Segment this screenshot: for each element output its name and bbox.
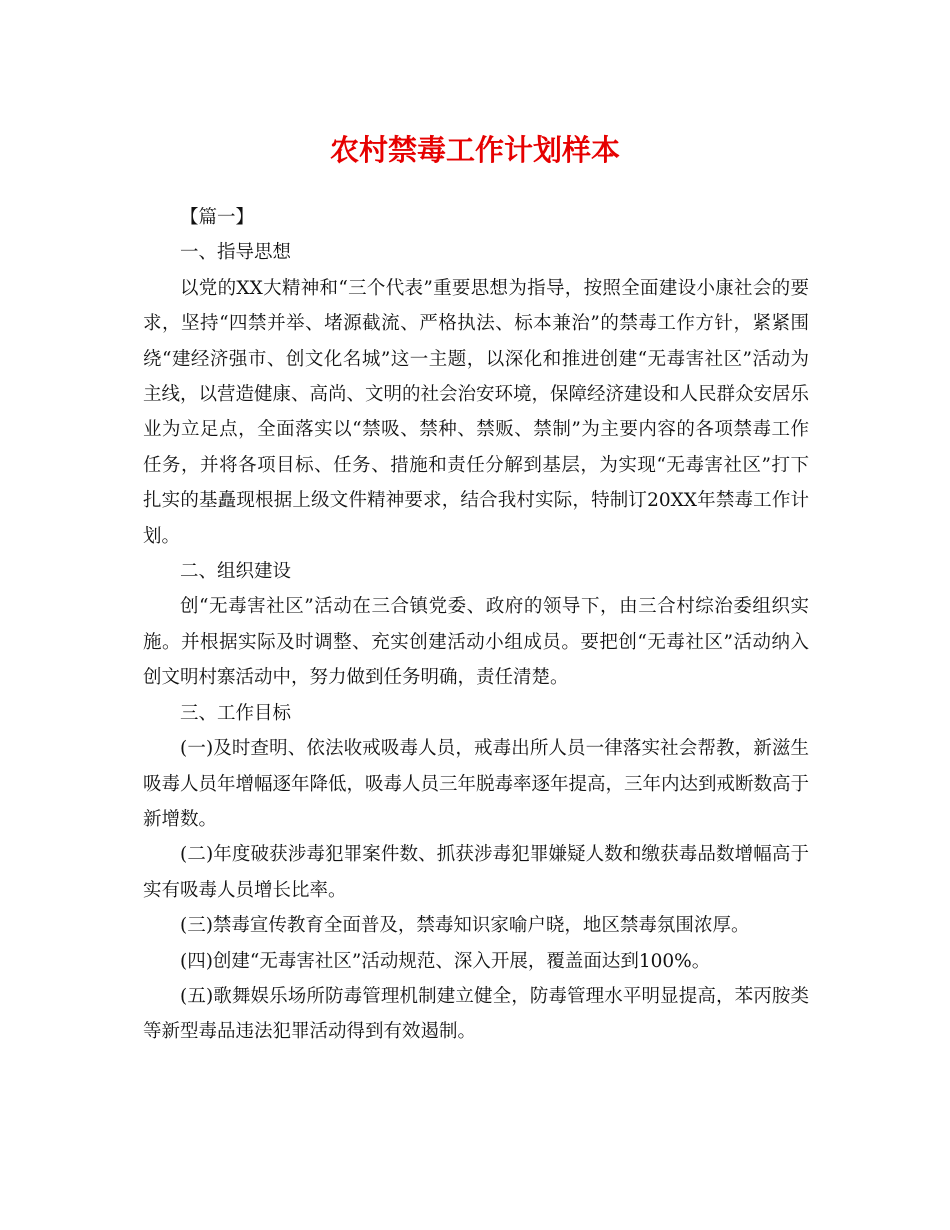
goal-item-4: (四)创建“无毒害社区”活动规范、深入开展，覆盖面达到100%。 bbox=[180, 950, 711, 972]
paragraph-guiding-ideology: 以党的XX大精神和“三个代表”重要思想为指导，按照全面建设小康社会的要求，坚持“四禁并举、堵源截流、严格执法、标本兼治”的禁毒工作方针，紧紧围绕“建经济强市、创文化名城”这一主题，以深化和推进创建“无毒害社区”活动为主线，以营造健康、高尚、文明的社会治安环境，保障经济建设和人民群众安居乐业为立足点，全面落实以“禁吸、禁种、禁贩、禁制”为主要内容的各项禁毒工作任务，并将各项目标、任务、措施和责任分解到基层，为实现“无毒害社区”打下扎实的基矗现根据上级文件精神要求，结合我村实际，特制订20XX年禁毒工作计划。 bbox=[143, 277, 810, 547]
paragraph-organization: 创“无毒害社区”活动在三合镇党委、政府的领导下，由三合村综治委组织实施。并根据实际及时调整、充实创建活动小组成员。要把创“无毒社区”活动纳入创文明村寨活动中，努力做到任务明确，责任清楚。 bbox=[143, 596, 809, 689]
heading-guiding-ideology: 一、指导思想 bbox=[180, 242, 292, 264]
goal-item-5: (五)歌舞娱乐场所防毒管理机制建立健全，防毒管理水平明显提高，苯丙胺类等新型毒品违法犯罪活动得到有效遏制。 bbox=[143, 985, 809, 1043]
goal-item-2: (二)年度破获涉毒犯罪案件数、抓获涉毒犯罪嫌疑人数和缴获毒品数增幅高于实有吸毒人员增长比率。 bbox=[143, 844, 809, 901]
section-marker: 【篇一】 bbox=[180, 207, 255, 228]
document-body bbox=[143, 200, 809, 1050]
document-title: 农村禁毒工作计划样本 bbox=[329, 133, 620, 167]
heading-work-goals: 三、工作目标 bbox=[180, 702, 292, 724]
heading-organization: 二、组织建设 bbox=[180, 561, 292, 583]
goal-item-1: (一)及时查明、依法收戒吸毒人员，戒毒出所人员一律落实社会帮教，新滋生吸毒人员年增幅逐年降低，吸毒人员三年脱毒率逐年提高，三年内达到戒断数高于新增数。 bbox=[143, 738, 810, 830]
goal-item-3: (三)禁毒宣传教育全面普及，禁毒知识家喻户晓，地区禁毒氛围浓厚。 bbox=[180, 915, 750, 937]
